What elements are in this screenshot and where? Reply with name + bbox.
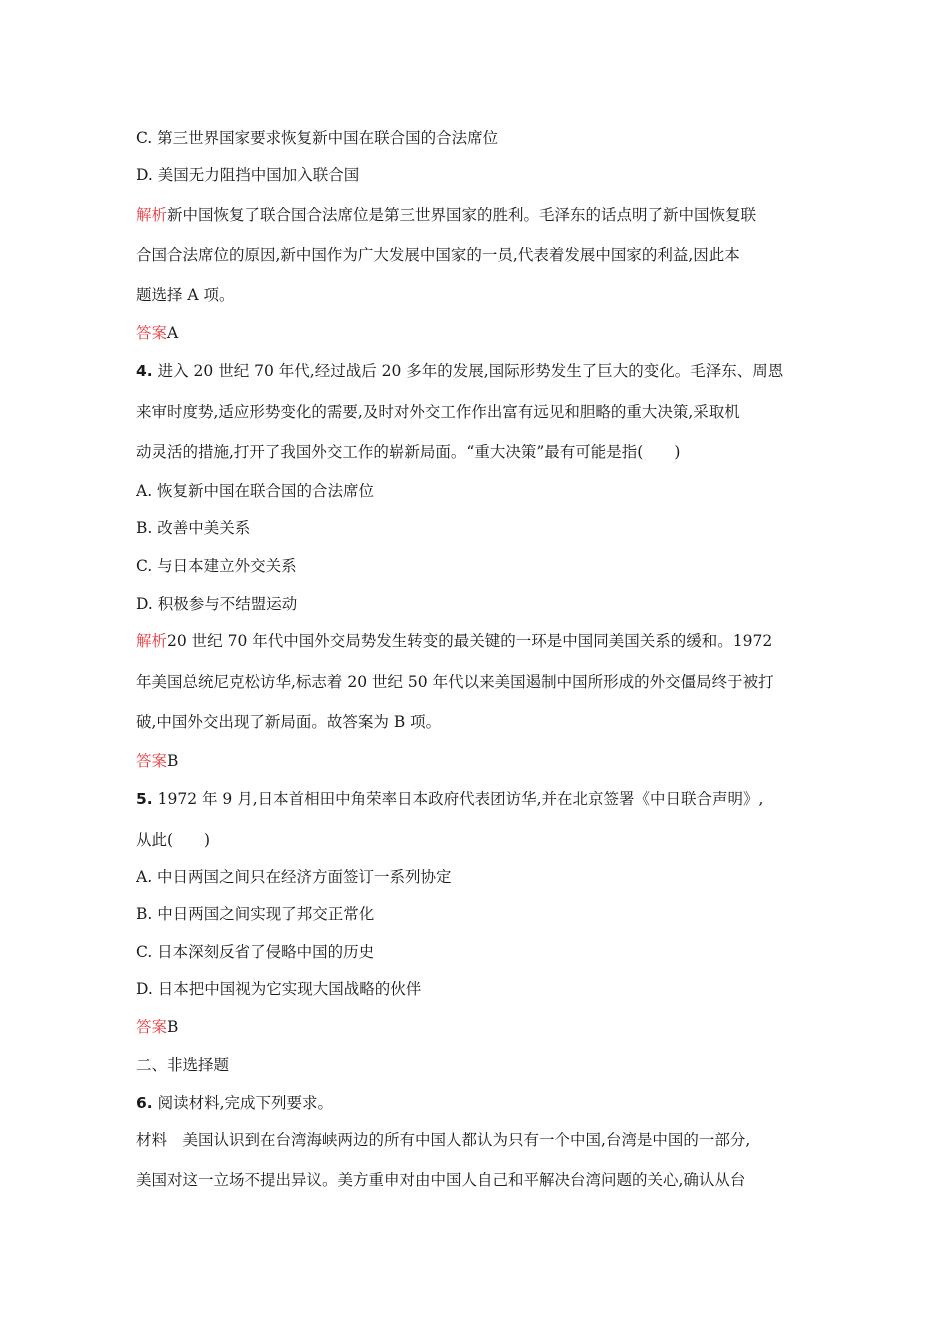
q4-analysis-text-1: 20 世纪 70 年代中国外交局势发生转变的最关键的一环是中国同美国关系的缓和。1972 bbox=[167, 632, 773, 650]
q4-number: 4. bbox=[136, 362, 153, 380]
q3-analysis-line-2: 合国合法席位的原因,新中国作为广大发展中国家的一员,代表着发展中国家的利益,因此本 bbox=[136, 246, 740, 264]
q6-stem-line bbox=[136, 1093, 816, 1113]
q5-stem-text-1: 1972 年 9 月,日本首相田中角荣率日本政府代表团访华,并在北京签署《中日联合声明》, bbox=[152, 790, 764, 808]
section-2-title: 二、非选择题 bbox=[136, 1056, 230, 1074]
q5-option-c: C. 日本深刻反省了侵略中国的历史 bbox=[136, 943, 375, 961]
q4-stem-line-2: 来审时度势,适应形势变化的需要,及时对外交工作作出富有远见和胆略的重大决策,采取机 bbox=[136, 403, 740, 421]
q6-material-line-2: 美国对这一立场不提出异议。美方重申对由中国人自己和平解决台湾问题的关心,确认从台 bbox=[136, 1171, 746, 1189]
q5-answer-label: 答案 bbox=[136, 1018, 168, 1036]
q4-stem-line-1 bbox=[136, 361, 816, 381]
q5-stem-line-1 bbox=[136, 789, 816, 809]
q4-analysis-line-1 bbox=[136, 631, 816, 651]
q5-answer-line bbox=[136, 1017, 816, 1037]
q5-option-b: B. 中日两国之间实现了邦交正常化 bbox=[136, 905, 375, 923]
q3-analysis-text-1: 新中国恢复了联合国合法席位是第三世界国家的胜利。毛泽东的话点明了新中国恢复联 bbox=[167, 206, 757, 224]
q4-analysis-line-3: 破,中国外交出现了新局面。故答案为 B 项。 bbox=[136, 713, 442, 731]
q3-analysis-line-3: 题选择 A 项。 bbox=[136, 286, 235, 304]
q3-option-c: C. 第三世界国家要求恢复新中国在联合国的合法席位 bbox=[136, 129, 499, 147]
q4-option-d: D. 积极参与不结盟运动 bbox=[136, 595, 298, 613]
q3-answer-line bbox=[136, 323, 816, 343]
q4-answer-line bbox=[136, 751, 816, 771]
q4-option-c: C. 与日本建立外交关系 bbox=[136, 557, 297, 575]
q4-analysis-label: 解析 bbox=[136, 632, 168, 650]
q5-number: 5. bbox=[136, 790, 153, 808]
q3-analysis-line-1 bbox=[136, 205, 816, 225]
q3-analysis-label: 解析 bbox=[136, 206, 168, 224]
q4-stem-line-3: 动灵活的措施,打开了我国外交工作的崭新局面。“重大决策”最有可能是指( ) bbox=[136, 443, 681, 461]
q4-answer-value: B bbox=[167, 752, 179, 770]
q4-stem-text-1: 进入 20 世纪 70 年代,经过战后 20 多年的发展,国际形势发生了巨大的变化。毛泽东、周恩 bbox=[152, 362, 784, 380]
q5-option-a: A. 中日两国之间只在经济方面签订一系列协定 bbox=[136, 868, 452, 886]
q3-answer-label: 答案 bbox=[136, 324, 168, 342]
q5-answer-value: B bbox=[167, 1018, 179, 1036]
q4-answer-label: 答案 bbox=[136, 752, 168, 770]
q4-analysis-line-2: 年美国总统尼克松访华,标志着 20 世纪 50 年代以来美国遏制中国所形成的外交僵局终于被打 bbox=[136, 673, 774, 691]
q3-option-d: D. 美国无力阻挡中国加入联合国 bbox=[136, 166, 360, 184]
q6-material-line-1: 材料 美国认识到在台湾海峡两边的所有中国人都认为只有一个中国,台湾是中国的一部分, bbox=[136, 1131, 751, 1149]
q4-option-a: A. 恢复新中国在联合国的合法席位 bbox=[136, 482, 375, 500]
q6-number: 6. bbox=[136, 1094, 153, 1112]
q5-option-d: D. 日本把中国视为它实现大国战略的伙伴 bbox=[136, 980, 422, 998]
q3-answer-value: A bbox=[167, 324, 179, 342]
q5-stem-line-2: 从此( ) bbox=[136, 831, 211, 849]
q6-stem-text: 阅读材料,完成下列要求。 bbox=[152, 1094, 334, 1112]
q4-option-b: B. 改善中美关系 bbox=[136, 519, 251, 537]
